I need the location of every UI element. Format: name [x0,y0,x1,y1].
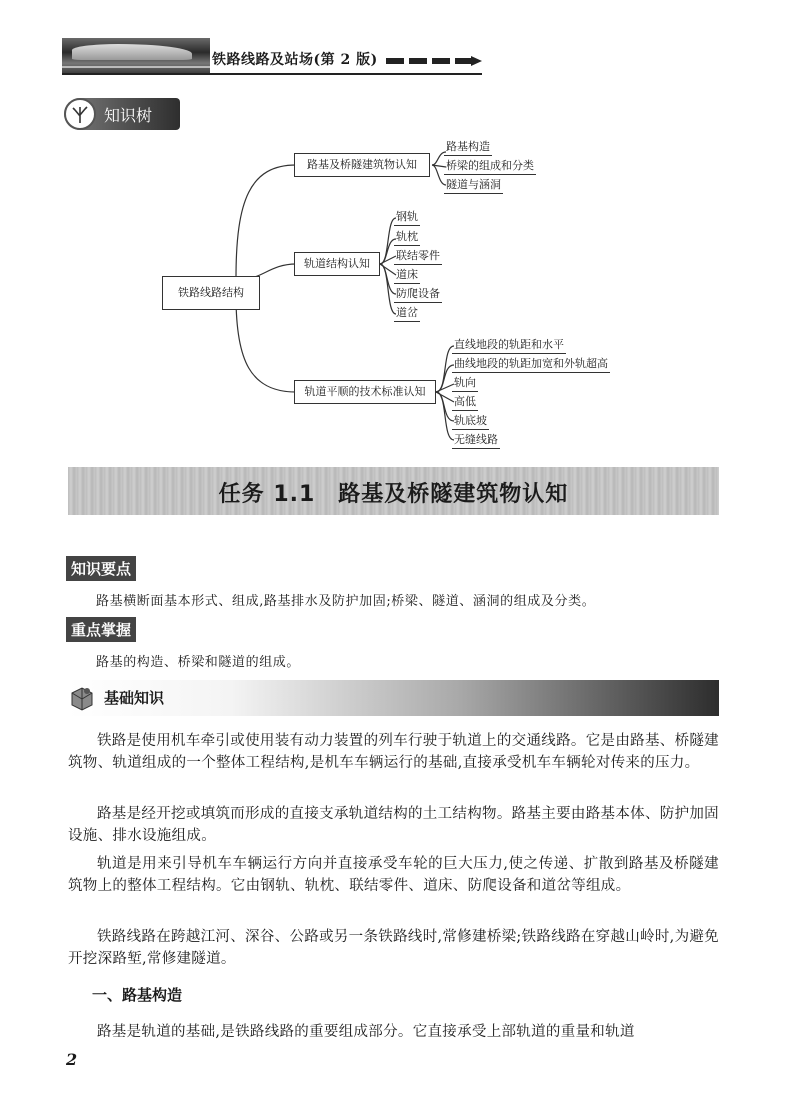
tree-leaf: 轨向 [452,374,478,392]
paragraph-bridge-tunnel: 铁路线路在跨越江河、深谷、公路或另一条铁路线时,常修建桥梁;铁路线路在穿越山岭时,为避免开挖深路堑,常修建隧道。 [68,929,719,967]
tree-branch-subgrade-bridge-tunnel: 路基及桥隧建筑物认知 [294,153,430,177]
key-points-text: 路基横断面基本形式、组成,路基排水及防护加固;桥梁、隧道、涵洞的组成及分类。 [96,594,596,609]
basic-knowledge-title: 基础知识 [104,689,165,707]
knowledge-tree-label: 知识树 [104,106,153,125]
paragraph-track: 轨道是用来引导机车车辆运行方向并直接承受车轮的巨大压力,使之传递、扩散到路基及桥隧建筑物上的整体工程结构。它由钢轨、轨枕、联结零件、道床、防爬设备和道岔等组成。 [68,856,719,894]
paragraph-subgrade-structure: 路基是轨道的基础,是铁路线路的重要组成部分。它直接承受上部轨道的重量和轨道 [97,1024,635,1040]
task-title: 任务 1.1 路基及桥隧建筑物认知 [218,482,569,507]
tree-leaf: 道床 [394,266,420,284]
tree-leaf: 轨枕 [394,228,420,246]
focus-label: 重点掌握 [66,617,136,642]
tree-branch-track-smoothness: 轨道平顺的技术标准认知 [294,380,436,404]
tree-leaf: 联结零件 [394,247,442,265]
tree-leaf: 直线地段的轨距和水平 [452,336,566,354]
tree-leaf: 钢轨 [394,208,420,226]
puzzle-icon [68,683,98,713]
tree-leaf: 桥梁的组成和分类 [444,157,536,175]
key-points-label: 知识要点 [66,556,136,581]
paragraph-railway: 铁路是使用机车牵引或使用装有动力装置的列车行驶于轨道上的交通线路。它是由路基、桥隧建筑物、轨道组成的一个整体工程结构,是机车车辆运行的基础,直接承受机车车辆轮对传来的压力。 [68,733,719,771]
tree-branch-track-structure: 轨道结构认知 [294,252,380,276]
tree-leaf: 防爬设备 [394,285,442,303]
book-title: 铁路线路及站场(第 2 版) [212,52,378,68]
tree-leaf: 道岔 [394,304,420,322]
paragraph-subgrade: 路基是经开挖或填筑而形成的直接支承轨道结构的土工结构物。路基主要由路基本体、防护加固设施、排水设施组成。 [68,806,719,844]
tree-leaf: 无缝线路 [452,431,500,449]
basic-knowledge-bar [68,680,719,716]
section-heading: 一、路基构造 [92,986,183,1004]
tree-leaf: 路基构造 [444,138,492,156]
tree-leaf: 曲线地段的轨距加宽和外轨超高 [452,355,610,373]
tree-leaf: 隧道与涵洞 [444,176,503,194]
tree-root: 铁路线路结构 [162,276,260,310]
tree-leaf: 轨底坡 [452,412,489,430]
page-number: 2 [66,1050,78,1069]
tree-leaf: 高低 [452,393,478,411]
focus-text: 路基的构造、桥梁和隧道的组成。 [96,655,301,670]
